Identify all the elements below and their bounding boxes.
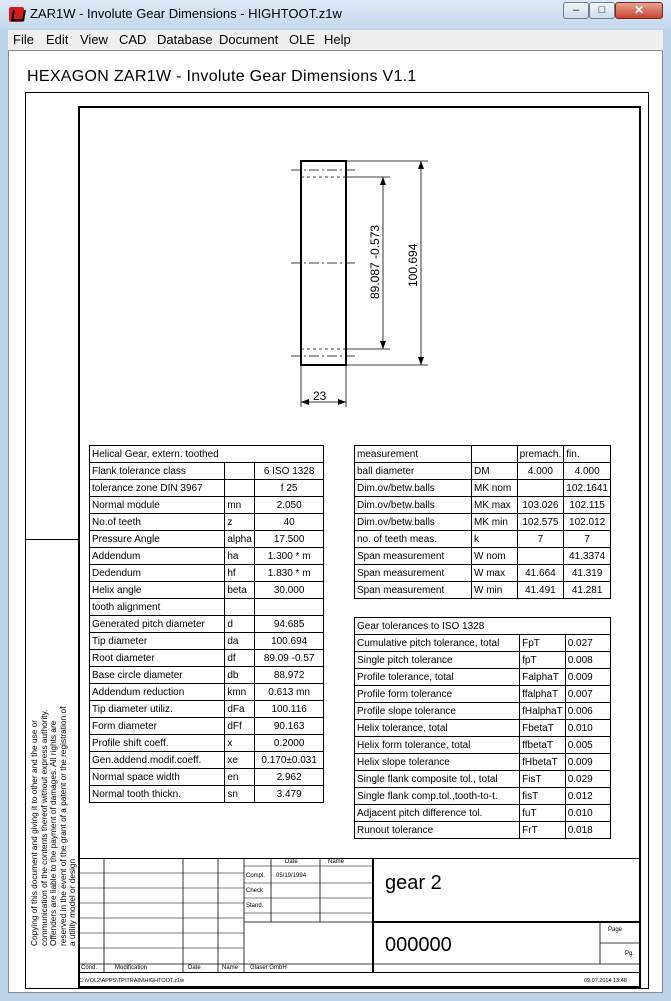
table-cell: Profile shift coeff. <box>90 735 225 752</box>
table-cell: 0.010 <box>565 720 610 737</box>
menu-ole[interactable]: OLE <box>289 32 316 47</box>
menu-cad[interactable]: CAD <box>119 32 147 47</box>
table-cell: DM <box>472 463 518 480</box>
table-cell: 102.1641 <box>564 480 611 497</box>
table-row <box>90 701 324 718</box>
table-cell: 0.2000 <box>255 735 324 752</box>
table-cell: alpha <box>225 531 255 548</box>
table-cell: 0.009 <box>565 669 610 686</box>
table-cell: 41.491 <box>517 582 564 599</box>
root-dimension: 89.087 -0.573 <box>368 224 382 299</box>
table-cell: Single pitch tolerance <box>355 652 520 669</box>
table-cell: 102.012 <box>564 514 611 531</box>
window-title: ZAR1W - Involute Gear Dimensions - HIGHTOOT.z1w <box>30 6 342 21</box>
table-cell: dFf <box>225 718 255 735</box>
table-row <box>90 752 324 769</box>
table-cell: 4.000 <box>517 463 564 480</box>
table-cell: k <box>472 531 518 548</box>
tolerance-table-header: Gear tolerances to ISO 1328 <box>355 618 611 635</box>
table-cell: 89.09 -0.57 <box>255 650 324 667</box>
table-cell: tolerance zone DIN 3967 <box>90 480 225 497</box>
table-row <box>90 633 324 650</box>
tolerance-table <box>354 617 611 839</box>
gear-table-header: Helical Gear, extern. toothed <box>90 446 324 463</box>
table-row <box>355 805 611 822</box>
file-path: C:\VOL2\APPS\TP\TRAIN\HIGHTOOT.z1w <box>79 978 185 984</box>
width-dimension: 23 <box>313 389 327 403</box>
table-row <box>355 514 611 531</box>
table-cell: Dim.ov/betw.balls <box>355 497 472 514</box>
table-cell: Single flank comp.tol.,tooth-to-t. <box>355 788 520 805</box>
table-cell: MK min <box>472 514 518 531</box>
table-cell: W max <box>472 565 518 582</box>
table-cell <box>517 548 564 565</box>
table-cell: 0.010 <box>565 805 610 822</box>
menu-view[interactable]: View <box>80 32 108 47</box>
table-cell: Addendum <box>90 548 225 565</box>
table-cell: Dim.ov/betw.balls <box>355 480 472 497</box>
table-row <box>90 667 324 684</box>
table-cell: 2.962 <box>255 769 324 786</box>
table-cell: Tip diameter utiliz. <box>90 701 225 718</box>
table-cell: Addendum reduction <box>90 684 225 701</box>
table-cell: 3.479 <box>255 786 324 803</box>
table-cell: kmn <box>225 684 255 701</box>
table-cell: 0.170±0.031 <box>255 752 324 769</box>
table-cell: FisT <box>520 771 566 788</box>
measure-header-fin: fin. <box>564 446 611 463</box>
table-cell: xe <box>225 752 255 769</box>
page-label: Page <box>608 927 623 933</box>
date-header: Date <box>285 859 298 865</box>
table-row <box>355 652 611 669</box>
table-cell: tooth alignment <box>90 599 225 616</box>
menu-edit[interactable]: Edit <box>46 32 69 47</box>
part-name: gear 2 <box>385 872 442 894</box>
table-cell: FrT <box>520 822 566 839</box>
table-cell: FalphaT <box>520 669 566 686</box>
table-cell: Normal tooth thickn. <box>90 786 225 803</box>
table-cell: 2.050 <box>255 497 324 514</box>
table-cell: 0.007 <box>565 686 610 703</box>
table-cell: en <box>225 769 255 786</box>
table-cell: Gen.addend.modif.coeff. <box>90 752 225 769</box>
measure-header-label: measurement <box>355 446 472 463</box>
table-cell: hf <box>225 565 255 582</box>
table-row <box>90 565 324 582</box>
table-row <box>355 565 611 582</box>
table-row <box>90 497 324 514</box>
table-cell: 1.300 * m <box>255 548 324 565</box>
table-row <box>355 754 611 771</box>
table-row <box>90 735 324 752</box>
table-cell: Flank tolerance class <box>90 463 225 480</box>
table-cell: 103.026 <box>517 497 564 514</box>
table-row <box>355 635 611 652</box>
stand-label: Stand. <box>246 903 264 909</box>
table-cell: Helix slope tolerance <box>355 754 520 771</box>
table-cell: 0.009 <box>565 754 610 771</box>
table-cell: 100.116 <box>255 701 324 718</box>
document-canvas[interactable] <box>8 50 663 993</box>
table-cell: d <box>225 616 255 633</box>
table-cell: 102.115 <box>564 497 611 514</box>
table-cell: Profile form tolerance <box>355 686 520 703</box>
table-cell <box>517 480 564 497</box>
table-cell: W min <box>472 582 518 599</box>
measure-header-sym <box>472 446 518 463</box>
print-date: 09.07.2014 13:48 <box>584 978 627 984</box>
table-cell: db <box>225 667 255 684</box>
table-cell: 0.613 mn <box>255 684 324 701</box>
table-cell: 94.685 <box>255 616 324 633</box>
table-cell: Span measurement <box>355 582 472 599</box>
table-cell: dFa <box>225 701 255 718</box>
table-cell: fuT <box>520 805 566 822</box>
table-cell: Profile tolerance, total <box>355 669 520 686</box>
table-cell: fHbetaT <box>520 754 566 771</box>
table-cell: Tip diameter <box>90 633 225 650</box>
measurement-table <box>354 445 611 599</box>
close-icon: ✕ <box>633 3 645 17</box>
table-cell: fpT <box>520 652 566 669</box>
table-cell <box>225 599 255 616</box>
drawing-number: 000000 <box>385 934 452 956</box>
table-row <box>90 582 324 599</box>
table-row <box>355 497 611 514</box>
table-cell: 88.972 <box>255 667 324 684</box>
table-row <box>90 650 324 667</box>
table-cell: Cumulative pitch tolerance, total <box>355 635 520 652</box>
table-cell <box>225 480 255 497</box>
table-cell: 41.319 <box>564 565 611 582</box>
tip-dimension: 100.694 <box>406 243 420 287</box>
table-cell: Helix tolerance, total <box>355 720 520 737</box>
table-cell <box>255 599 324 616</box>
table-cell: 41.3374 <box>564 548 611 565</box>
pg-label: Pg. <box>625 951 635 957</box>
table-cell: sn <box>225 786 255 803</box>
table-cell: 4.000 <box>564 463 611 480</box>
table-row <box>90 786 324 803</box>
table-row <box>355 463 611 480</box>
table-cell: 0.006 <box>565 703 610 720</box>
table-row <box>90 531 324 548</box>
table-cell: 41.281 <box>564 582 611 599</box>
table-row <box>90 599 324 616</box>
table-cell: 40 <box>255 514 324 531</box>
table-cell: Runout tolerance <box>355 822 520 839</box>
table-cell <box>225 463 255 480</box>
table-row <box>355 788 611 805</box>
table-row <box>90 514 324 531</box>
table-cell: Adjacent pitch difference tol. <box>355 805 520 822</box>
table-cell: MK max <box>472 497 518 514</box>
table-cell: Dedendum <box>90 565 225 582</box>
table-row <box>90 769 324 786</box>
table-cell: FpT <box>520 635 566 652</box>
table-cell: Pressure Angle <box>90 531 225 548</box>
table-cell: ball diameter <box>355 463 472 480</box>
table-row <box>90 684 324 701</box>
table-cell: Root diameter <box>90 650 225 667</box>
table-cell: 0.029 <box>565 771 610 788</box>
table-cell: Helix angle <box>90 582 225 599</box>
table-cell: 17.500 <box>255 531 324 548</box>
table-cell: W nom <box>472 548 518 565</box>
menu-database[interactable]: Database <box>157 32 213 47</box>
table-cell: 7 <box>564 531 611 548</box>
app-icon[interactable] <box>9 7 24 22</box>
table-cell: z <box>225 514 255 531</box>
copyright-notice: Copying of this document and giving it to other and the use or communication of the contents thereof without express authority. Offenders are liable to the payment of damages. All rights are reserved in the event of the grant of a patent or the registration of a utility model or design <box>29 706 77 946</box>
table-row <box>355 582 611 599</box>
company-name: Glaser GmbH <box>250 965 287 971</box>
table-cell: f 25 <box>255 480 324 497</box>
table-cell: Base circle diameter <box>90 667 225 684</box>
table-cell: ffalphaT <box>520 686 566 703</box>
table-row <box>355 548 611 565</box>
table-row <box>355 669 611 686</box>
table-cell: Span measurement <box>355 548 472 565</box>
cond-label: Cond. <box>81 965 98 971</box>
table-cell: 1.830 * m <box>255 565 324 582</box>
table-cell: MK nom <box>472 480 518 497</box>
table-row <box>90 480 324 497</box>
table-cell: Single flank composite tol., total <box>355 771 520 788</box>
table-row <box>355 480 611 497</box>
menu-help[interactable]: Help <box>324 32 351 47</box>
title-bar[interactable] <box>0 0 671 29</box>
table-row <box>355 686 611 703</box>
table-row <box>90 548 324 565</box>
table-row <box>355 531 611 548</box>
table-cell: 100.694 <box>255 633 324 650</box>
minimize-icon: – <box>572 4 580 16</box>
table-cell: no. of teeth meas. <box>355 531 472 548</box>
table-row <box>355 720 611 737</box>
maximize-icon: □ <box>598 4 606 16</box>
table-cell: 0.018 <box>565 822 610 839</box>
table-row <box>355 737 611 754</box>
table-cell: Span measurement <box>355 565 472 582</box>
minimize-button[interactable] <box>563 2 589 19</box>
table-cell: Profile slope tolerance <box>355 703 520 720</box>
name-label-bottom: Name <box>222 965 239 971</box>
menu-file[interactable]: File <box>13 32 34 47</box>
compl-date: 05/19/1994 <box>276 873 307 879</box>
menu-bar <box>8 30 663 50</box>
gear-data-table <box>89 445 324 803</box>
table-cell: Helix form tolerance, total <box>355 737 520 754</box>
menu-document[interactable]: Document <box>219 32 279 47</box>
table-cell: Dim.ov/betw.balls <box>355 514 472 531</box>
table-cell: x <box>225 735 255 752</box>
table-row <box>355 771 611 788</box>
table-cell: Normal module <box>90 497 225 514</box>
table-row <box>90 616 324 633</box>
table-cell: 102.575 <box>517 514 564 531</box>
table-cell: FbetaT <box>520 720 566 737</box>
table-cell: da <box>225 633 255 650</box>
date-label-bottom: Date <box>188 965 201 971</box>
table-row <box>355 703 611 720</box>
table-cell: mn <box>225 497 255 514</box>
table-cell: ffbetaT <box>520 737 566 754</box>
table-cell: ha <box>225 548 255 565</box>
check-label: Check <box>246 888 264 894</box>
table-cell: Normal space width <box>90 769 225 786</box>
maximize-button[interactable] <box>589 2 615 19</box>
table-cell: Form diameter <box>90 718 225 735</box>
close-button[interactable] <box>615 2 663 19</box>
measure-header-premach: premach. <box>517 446 564 463</box>
table-cell: 6 ISO 1328 <box>255 463 324 480</box>
table-cell: 30.000 <box>255 582 324 599</box>
compl-label: Compl. <box>246 873 266 879</box>
table-cell: 90.163 <box>255 718 324 735</box>
title-block-text <box>78 858 641 973</box>
page-title: HEXAGON ZAR1W - Involute Gear Dimensions V1.1 <box>27 68 417 85</box>
table-row <box>355 822 611 839</box>
table-row <box>90 718 324 735</box>
table-cell: No.of teeth <box>90 514 225 531</box>
table-cell: fHalphaT <box>520 703 566 720</box>
table-cell: Generated pitch diameter <box>90 616 225 633</box>
table-row <box>90 463 324 480</box>
table-cell: df <box>225 650 255 667</box>
table-cell: beta <box>225 582 255 599</box>
table-cell: 7 <box>517 531 564 548</box>
table-cell: fisT <box>520 788 566 805</box>
modification-label: Modification <box>115 965 148 971</box>
table-cell: 0.005 <box>565 737 610 754</box>
table-cell: 0.027 <box>565 635 610 652</box>
name-header: Name <box>328 859 345 865</box>
table-cell: 41.664 <box>517 565 564 582</box>
table-cell: 0.012 <box>565 788 610 805</box>
table-cell: 0.008 <box>565 652 610 669</box>
